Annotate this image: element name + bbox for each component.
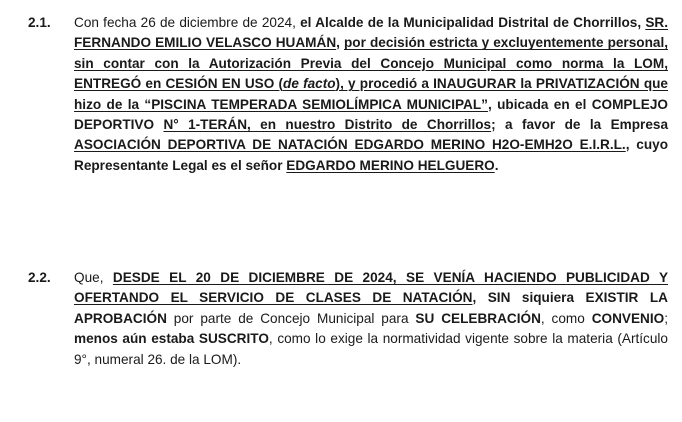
- text-segment: DESDE EL 20 DE DICIEMBRE DE 2024, SE VENÍA HACIENDO PUBLICIDAD Y OFERTANDO EL SERVICIO DE CLASES DE NATACIÓN: [74, 270, 669, 306]
- text-segment: ASOCIACIÓN DEPORTIVA DE NATACIÓN EDGARDO MERINO H2O-EMH2O E.I.R.L.: [74, 137, 626, 153]
- text-segment: CONVENIO: [591, 310, 665, 326]
- paragraph-number: 2.1.: [28, 15, 51, 30]
- text-segment: , cuyo Representante Legal es el señor: [74, 137, 669, 173]
- text-segment: ; a favor de la Empresa: [491, 117, 669, 133]
- text-segment: ,: [472, 290, 488, 306]
- text-segment: ;: [664, 310, 668, 326]
- paragraph-number: 2.2.: [28, 270, 51, 285]
- text-segment: SIN siquiera EXISTIR LA APROBACIÓN: [74, 290, 668, 326]
- text-segment: N° 1-TERÁN, en nuestro Distrito de Chorrillos: [163, 117, 492, 133]
- text-segment: por decisión estricta y excluyentemente personal, sin contar con la Autorización Previa del Concejo Municipal como norma la LOM, ENTREGÓ en CESIÓN EN USO (: [74, 35, 668, 92]
- text-segment: menos aún estaba SUSCRITO: [74, 331, 269, 347]
- text-segment: de facto: [283, 76, 336, 92]
- text-segment: .: [494, 157, 499, 173]
- text-segment: , ubicada en el COMPLEJO DEPORTIVO: [74, 96, 668, 133]
- text-segment: ,: [336, 35, 344, 51]
- text-segment: , como: [540, 310, 592, 326]
- text-segment: EDGARDO MERINO HELGUERO: [286, 157, 495, 173]
- paragraph-text: [74, 268, 668, 370]
- paragraph-2-2: [28, 268, 668, 370]
- text-segment: SR. FERNANDO EMILIO VELASCO HUAMÁN: [74, 15, 669, 51]
- paragraph-text: [74, 13, 668, 176]
- text-segment: Con fecha 26 de diciembre de 2024,: [74, 15, 301, 30]
- text-segment: , como lo exige la normatividad vigente sobre la materia (Artículo 9°, numeral 26. de la LOM).: [74, 331, 668, 367]
- text-segment: ), y procedió a INAUGURAR la PRIVATIZACIÓN que hizo de la “PISCINA TEMPERADA SEMIOLÍMPICA MUNICIPAL”: [74, 76, 668, 112]
- text-segment: por parte de Concejo Municipal para: [166, 310, 416, 326]
- text-segment: SU CELEBRACIÓN: [415, 310, 541, 326]
- paragraph-2-1: [28, 13, 668, 176]
- text-segment: Que,: [74, 270, 113, 285]
- text-segment: el Alcalde de la Municipalidad Distrital de Chorrillos,: [300, 15, 646, 30]
